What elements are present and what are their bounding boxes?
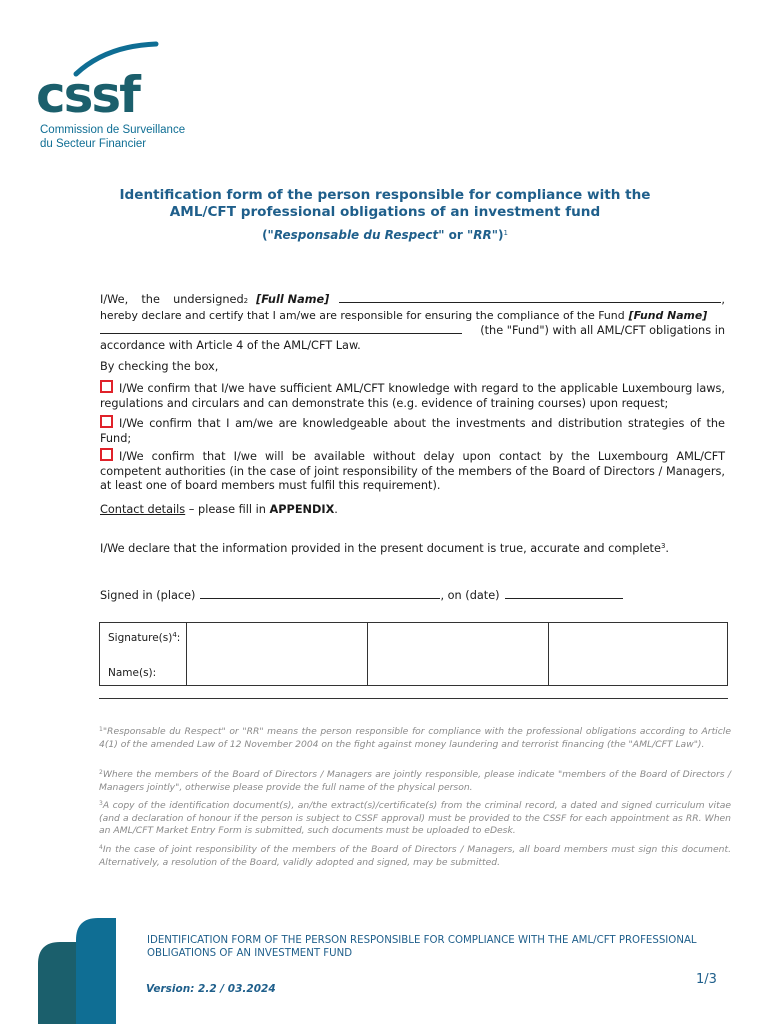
declaration-paragraph: I/We, the undersigned 2 [Full Name] , hereby declare and certify that I am/we are responsible for ensuring the compliance of the Fund [Fund Name] (the "Fund") with all AML/CFT obligations in accordance with Article 4 of the AML/CFT Law.	[100, 293, 725, 352]
checkbox-item-2	[100, 415, 725, 446]
page-number: 1/3	[696, 972, 717, 987]
logo-subtitle	[40, 123, 185, 151]
footer-title: IDENTIFICATION FORM OF THE PERSON RESPONSIBLE FOR COMPLIANCE WITH THE AML/CFT PROFESSIONAL OBLIGATIONS OF AN INVESTMENT FUND	[147, 935, 697, 959]
footnote-3	[99, 798, 731, 838]
signature-label	[108, 631, 180, 644]
title-line-1: Identification form of the person responsible for compliance with the	[119, 187, 651, 203]
signature-label-colon: :	[176, 632, 181, 644]
contact-details-line	[100, 503, 725, 518]
footnote-ref: 2	[243, 297, 249, 305]
footnote-text: "Responsable du Respect" or "RR" means the person responsible for compliance with the professional obligations according to Article 4(1) of the amended Law of 12 November 2004 on the fight against money laundering and terrorist financing (the "AML/CFT Law").	[99, 726, 731, 750]
declaration-text-a: I/We, the undersigned	[100, 293, 244, 306]
footnote-number: 2	[99, 769, 103, 776]
contact-end: .	[334, 503, 338, 516]
footnote-divider	[99, 698, 728, 699]
signature-cell-1[interactable]	[186, 623, 187, 685]
subtitle-italic: Responsable du Respect	[273, 228, 439, 242]
subtitle-mid: " or "	[438, 228, 474, 242]
checkbox-investments[interactable]	[100, 415, 113, 428]
page-subtitle	[0, 228, 770, 242]
footnote-text: In the case of joint responsibility of the members of the Board of Directors / Managers, all board members must sign this document. Alternatively, a resolution of the Board, validly adopted and signed, may be submitted.	[99, 844, 731, 868]
checkbox-intro: By checking the box,	[100, 360, 219, 373]
logo-line-1: Commission de Surveillance	[40, 124, 186, 136]
signature-cell-2[interactable]	[367, 623, 368, 685]
accuracy-text: I/We declare that the information provided in the present document is true, accurate and complete	[100, 542, 661, 555]
checkbox-label-1: I/We confirm that I/we have sufficient AML/CFT knowledge with regard to the applicable Luxembourg laws, regulations and circulars and can demonstrate this (e.g. evidence of training courses) upon request;	[100, 382, 725, 410]
version-label: Version: 2.2 / 03.2024	[146, 983, 276, 995]
fund-name-blank[interactable]	[100, 323, 462, 334]
footnote-text: Where the members of the Board of Directors / Managers are jointly responsible, please indicate "members of the Board of Directors / Managers jointly", otherwise please provide the full name of the physical person.	[99, 769, 731, 793]
declaration-text-c: (the "Fund") with all AML/CFT obligations in	[480, 324, 725, 337]
page-title	[0, 187, 770, 221]
footnote-4	[99, 842, 731, 869]
full-name-field-label: [Full Name]	[256, 293, 330, 306]
checkbox-item-1	[100, 380, 725, 411]
accuracy-end: .	[665, 542, 669, 555]
declaration-text-d: accordance with Article 4 of the AML/CFT Law.	[100, 338, 361, 352]
signature-table	[99, 622, 728, 686]
checkbox-label-3: I/We confirm that I/we will be available without delay upon contact by the Luxembourg AML/CFT competent authorities (in the case of joint responsibility of the members of the Board of Directors / Managers, at least one of board members must fulfil this requirement).	[100, 450, 725, 492]
signature-label-text: Signature(s)	[108, 632, 173, 644]
subtitle-close: ")	[491, 228, 504, 242]
contact-text: – please fill in	[185, 503, 270, 516]
svg-text:cssf: cssf	[36, 66, 139, 120]
logo-line-2: du Secteur Financier	[40, 138, 147, 150]
subtitle-open: ("	[262, 228, 274, 242]
footnote-1	[99, 724, 731, 751]
declaration-text-b: hereby declare and certify that I am/we are responsible for ensuring the compliance of the Fund	[100, 308, 625, 322]
name-label: Name(s):	[108, 667, 157, 679]
signed-date-label: , on (date)	[440, 589, 500, 602]
contact-details-link[interactable]: Contact details	[100, 503, 186, 516]
full-name-blank[interactable]	[339, 292, 721, 303]
fund-name-field-label: [Fund Name]	[628, 308, 708, 322]
date-blank[interactable]	[505, 588, 623, 599]
footer-decoration	[38, 918, 118, 1024]
place-blank[interactable]	[200, 588, 440, 599]
signed-line	[100, 588, 725, 604]
footnote-text: A copy of the identification document(s), an/the extract(s)/certificate(s) from the criminal record, a dated and signed curriculum vitae (and a declaration of honour if the person is subject to CSSF approval) must be provided to the CSSF for each appointment as RR. When an AML/CFT Market Entry Form is submitted, such documents must be uploaded to eDesk.	[99, 800, 731, 836]
accuracy-declaration	[100, 539, 725, 557]
subtitle-italic-2: RR	[473, 228, 492, 242]
footnote-number: 1	[99, 726, 103, 733]
cssf-logo	[36, 40, 161, 120]
footnote-number: 3	[99, 800, 103, 807]
checkbox-label-2: I/We confirm that I am/we are knowledgeable about the investments and distribution strategies of the Fund;	[100, 417, 725, 445]
footnote-ref: 3	[660, 542, 666, 550]
footnote-2	[99, 767, 731, 794]
checkbox-availability[interactable]	[100, 448, 113, 461]
title-line-2: AML/CFT professional obligations of an investment fund	[169, 204, 601, 220]
footnote-ref: 1	[503, 229, 508, 237]
signed-place-label: Signed in (place)	[100, 589, 196, 602]
checkbox-knowledge[interactable]	[100, 380, 113, 393]
footnote-number: 4	[99, 844, 103, 851]
footnote-ref: 4	[172, 631, 177, 639]
signature-cell-3[interactable]	[548, 623, 549, 685]
appendix-ref: APPENDIX	[269, 503, 335, 516]
checkbox-item-3	[100, 448, 725, 494]
